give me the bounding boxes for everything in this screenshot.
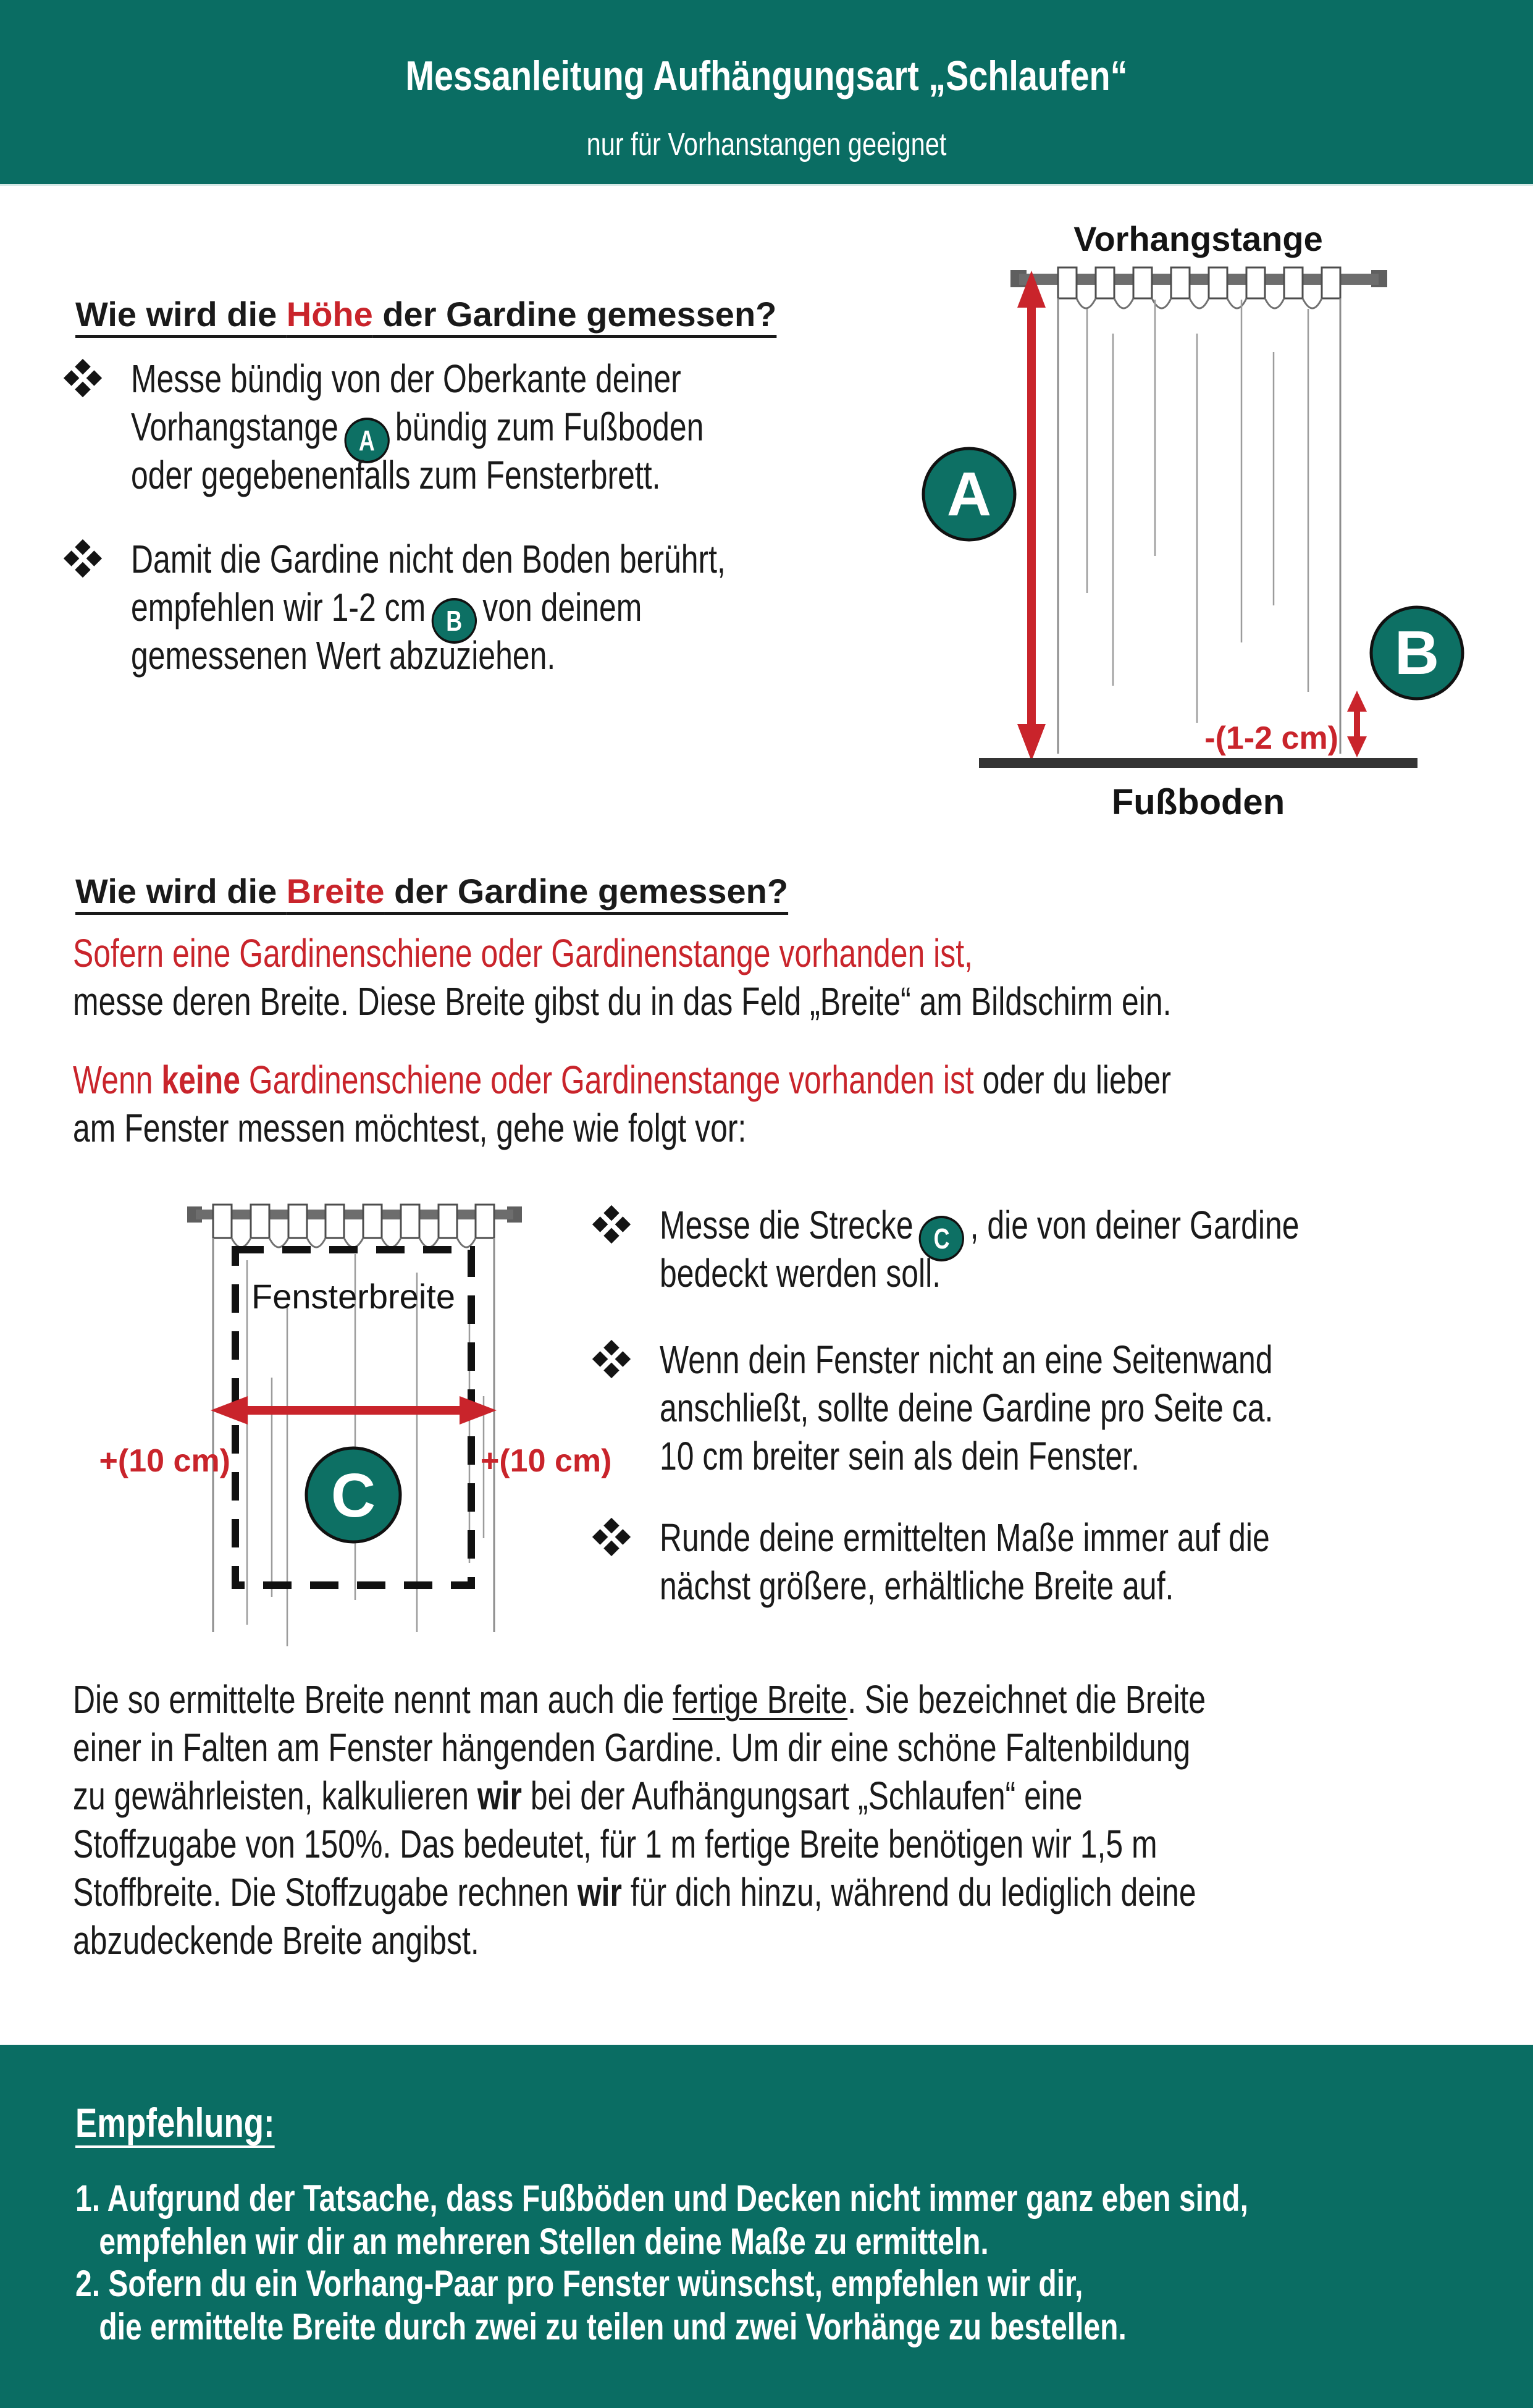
bullet-line: Damit die Gardine nicht den Boden berührt, — [131, 537, 726, 581]
text-bold: wir — [477, 1774, 522, 1818]
curtain-rod — [196, 1210, 513, 1219]
text: Stoffbreite. Die Stoffzugabe rechnen — [73, 1870, 578, 1914]
bullet-line: anschließt, sollte deine Gardine pro Seite ca. — [660, 1386, 1274, 1430]
heading-pre: Wie wird die — [75, 872, 287, 911]
paragraph-line: einer in Falten am Fenster hängenden Gardine. Um dir eine schöne Faltenbildung — [73, 1725, 1191, 1770]
bullet-line — [131, 403, 704, 457]
bullet-line-text: von deinem — [482, 585, 642, 629]
width-arrow — [211, 1396, 497, 1425]
paragraph-line: am Fenster messen möchtest, gehe wie folgt vor: — [73, 1106, 747, 1150]
diamond-bullet-icon — [592, 1205, 631, 1244]
item-text: Aufgrund der Tatsache, dass Fußböden und Decken nicht immer ganz eben sind, — [107, 2178, 1248, 2219]
paragraph-fertige-breite — [73, 1675, 1526, 1964]
header-banner — [0, 0, 1533, 186]
curtain-scallop-edge — [1077, 298, 1322, 308]
bullet-line-text: Messe die Strecke — [660, 1203, 914, 1247]
bullet-line-text: , die von deiner Gardine — [970, 1203, 1300, 1247]
width-measure-diagram — [62, 1192, 667, 1662]
bullet-line: Runde deine ermittelten Maße immer auf die — [660, 1515, 1270, 1560]
bullet-hoehe-2 — [69, 535, 894, 680]
item-line: empfehlen wir dir an mehreren Stellen deine Maße zu ermitteln. — [99, 2221, 989, 2262]
circle-b-label: B — [1394, 618, 1440, 688]
paragraph-line-mixed — [73, 1056, 1171, 1104]
page-title: Messanleitung Aufhängungsart „Schlaufen“ — [405, 53, 1128, 99]
diamond-bullet-icon — [592, 1340, 631, 1378]
bullet-line: gemessenen Wert abzuziehen. — [131, 633, 556, 678]
marker-a-chip: A — [344, 418, 389, 463]
bullet-breite-3 — [598, 1513, 1442, 1610]
paragraph-line: messe deren Breite. Diese Breite gibst du in das Feld „Breite“ am Bildschirm ein. — [73, 979, 1172, 1024]
heading-highlight-hoehe: Höhe — [286, 295, 373, 334]
rod-label: Vorhangstange — [1073, 219, 1323, 258]
bullet-line: nächst größere, erhältliche Breite auf. — [660, 1564, 1174, 1608]
text: für dich hinzu, während du lediglich deine — [621, 1870, 1196, 1914]
bullet-line — [131, 583, 726, 637]
item-line — [75, 2177, 1248, 2220]
bullet-line-text: bündig zum Fußboden — [395, 405, 704, 449]
heading-post: der Gardine gemessen? — [372, 295, 777, 334]
circle-c-label: C — [330, 1461, 376, 1530]
recommendation-item-2 — [75, 2262, 1389, 2349]
recommendation-banner — [0, 2045, 1533, 2408]
section-breite-heading — [75, 871, 788, 911]
bullet-breite-1 — [598, 1201, 1480, 1297]
bullet-line: 10 cm breiter sein als dein Fenster. — [660, 1434, 1140, 1478]
floor-label: Fußboden — [1111, 782, 1285, 822]
item-text: Sofern du ein Vorhang-Paar pro Fenster wünschst, empfehlen wir dir, — [108, 2263, 1083, 2304]
heading-post: der Gardine gemessen? — [384, 872, 789, 911]
marker-c-chip: C — [919, 1216, 964, 1261]
heading-highlight-breite: Breite — [286, 872, 385, 911]
bullet-hoehe-1 — [69, 355, 865, 499]
section-hoehe-heading — [75, 294, 776, 334]
text-black: oder du lieber — [973, 1058, 1171, 1102]
bullet-line: bedeckt werden soll. — [660, 1251, 941, 1295]
bullet-line — [660, 1201, 1300, 1255]
bullet-line: Messe bündig von der Oberkante deiner — [131, 356, 681, 401]
height-measure-diagram — [896, 210, 1532, 834]
text-underlined: fertige Breite — [673, 1677, 848, 1722]
paragraph-line — [73, 1675, 1206, 1724]
paragraph-line — [73, 1772, 1206, 1820]
bullet-breite-2 — [598, 1336, 1447, 1480]
text: Die so ermittelte Breite nennt man auch die — [73, 1677, 673, 1722]
paragraph-line-red: Sofern eine Gardinenschiene oder Gardinenstange vorhanden ist, — [73, 931, 973, 975]
text: bei der Aufhängungsart „Schlaufen“ eine — [521, 1774, 1083, 1818]
item-line: die ermittelte Breite durch zwei zu teilen und zwei Vorhänge zu bestellen. — [99, 2306, 1127, 2347]
marker-b-chip: B — [432, 598, 477, 644]
diamond-bullet-icon — [64, 359, 102, 397]
bullet-line: oder gegebenenfalls zum Fensterbrett. — [131, 453, 661, 497]
item-line — [75, 2262, 1127, 2305]
text-red: Wenn — [73, 1058, 162, 1102]
height-arrow — [1017, 271, 1046, 761]
item-number: 2. — [75, 2263, 101, 2304]
recommendation-item-1 — [75, 2177, 1533, 2263]
curtain-edges — [1058, 298, 1340, 754]
page-subtitle: nur für Vorhanstangen geeignet — [586, 127, 947, 162]
item-number: 1. — [75, 2178, 101, 2219]
paragraph-line: abzudeckende Breite angibst. — [73, 1918, 479, 1963]
offset-arrow — [1347, 691, 1367, 757]
diamond-bullet-icon — [64, 539, 102, 578]
diamond-bullet-icon — [592, 1518, 631, 1556]
text-red: Gardinenschiene oder Gardinenstange vorhanden ist — [240, 1058, 974, 1102]
bullet-line-text: Vorhangstange — [131, 405, 338, 449]
offset-label: -(1-2 cm) — [1204, 720, 1338, 756]
paragraph-schiene-vorhanden — [73, 929, 1481, 1025]
paragraph-line — [73, 1868, 1206, 1916]
heading-pre: Wie wird die — [75, 295, 287, 334]
bullet-line: Wenn dein Fenster nicht an eine Seitenwand — [660, 1337, 1273, 1382]
text-bold: wir — [577, 1870, 622, 1914]
curtain-scallop-edge — [232, 1238, 476, 1247]
window-width-label: Fensterbreite — [251, 1277, 455, 1316]
curtain-fold-lines — [1087, 300, 1308, 723]
text: zu gewährleisten, kalkulieren — [73, 1774, 477, 1818]
paragraph-keine-schiene — [73, 1056, 1480, 1152]
recommendation-heading: Empfehlung: — [75, 2100, 275, 2145]
text: . Sie bezeichnet die Breite — [847, 1677, 1206, 1722]
extra-width-label-right: +(10 cm) — [481, 1443, 612, 1479]
text-red-bold: keine — [161, 1058, 241, 1102]
bullet-line-text: empfehlen wir 1-2 cm — [131, 585, 426, 629]
paragraph-line: Stoffzugabe von 150%. Das bedeutet, für 1 m fertige Breite benötigen wir 1,5 m — [73, 1822, 1157, 1866]
circle-a-label: A — [946, 460, 992, 529]
extra-width-label-left: +(10 cm) — [99, 1443, 230, 1479]
